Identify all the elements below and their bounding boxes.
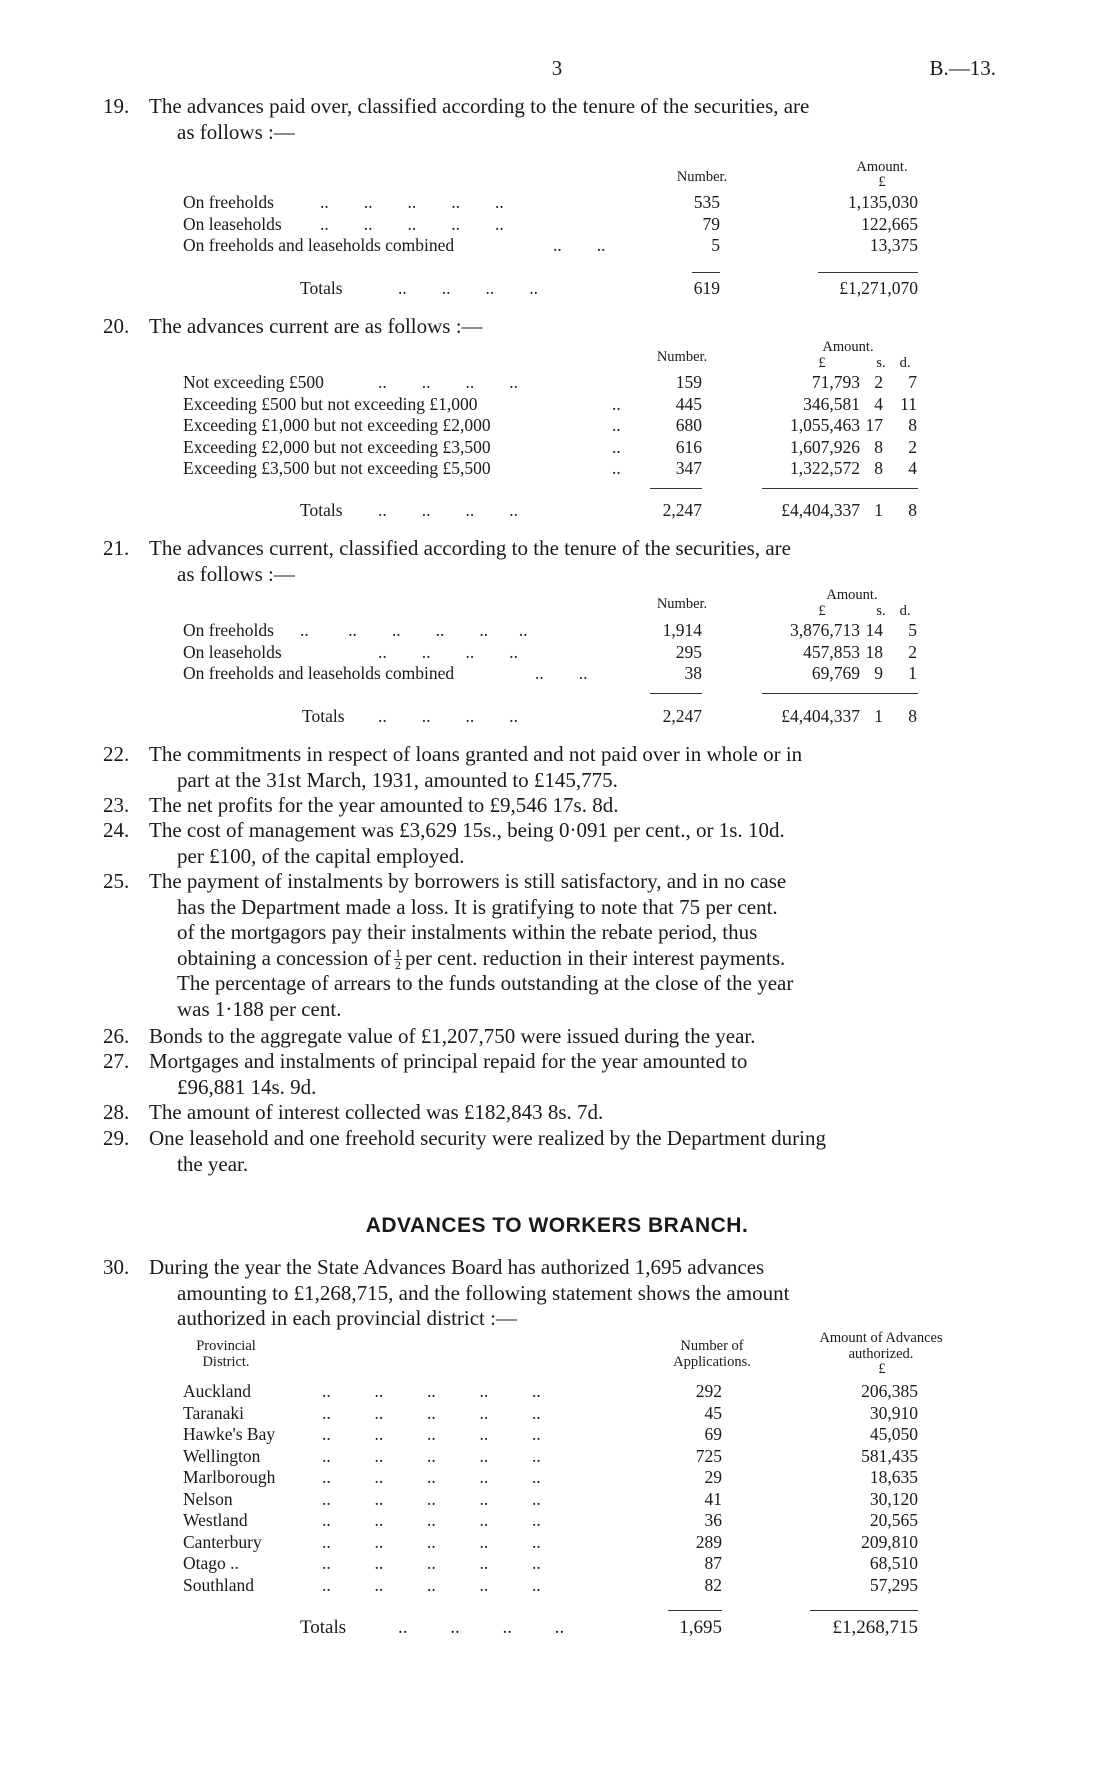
paragraph-text: The percentage of arrears to the funds outstanding at the close of the year (177, 971, 794, 996)
column-header-amount: authorized. (848, 1346, 914, 1362)
paragraph-number: 26. (103, 1024, 130, 1048)
totals-row: Totals .. .. .. .. 1,695 £1,268,715 (300, 1617, 918, 1638)
table-row: On leaseholds .. .. .. .. 295 457,853 18 2 (183, 641, 917, 662)
row-amount: 71,793 (811, 372, 860, 392)
district-name: Westland (183, 1510, 248, 1530)
row-shillings: 2 (874, 372, 883, 392)
district-applications: 725 (695, 1445, 722, 1466)
district-amount: 45,050 (869, 1424, 918, 1444)
totals-number: 2,247 (662, 706, 702, 726)
row-number: 295 (675, 641, 702, 662)
row-amount: 122,665 (861, 213, 918, 234)
district-name: Auckland (183, 1381, 252, 1401)
paragraph-text: as follows :— (177, 119, 295, 144)
row-shillings: 8 (874, 458, 883, 478)
paragraph-20 (103, 314, 998, 340)
paragraph-19 (103, 94, 998, 145)
paragraph-30 (103, 1255, 998, 1332)
district-amount: 581,435 (861, 1445, 918, 1466)
rule (692, 272, 720, 273)
totals-row: Totals .. .. .. .. 2,247 £4,404,337 1 8 (302, 706, 917, 726)
paragraph-number: 20. (103, 314, 130, 338)
district-applications: 292 (695, 1381, 722, 1401)
column-header-number: Number. (656, 349, 708, 365)
paragraph-text: The advances paid over, classified according to the tenure of the securities, are (149, 94, 810, 118)
column-header-applications: Applications. (673, 1354, 751, 1370)
paragraph-29 (103, 1126, 998, 1177)
rule (650, 488, 702, 489)
column-header-number: Number. (676, 169, 728, 185)
row-pence: 11 (900, 393, 917, 414)
paragraph-text: part at the 31st March, 1931, amounted to £145,775. (177, 767, 618, 792)
row-label: On freeholds and leaseholds combined (183, 235, 455, 255)
district-name: Taranaki (183, 1402, 244, 1423)
district-amount: 30,910 (869, 1402, 918, 1423)
totals-shillings: 1 (874, 500, 883, 520)
column-header-district: District. (202, 1354, 250, 1370)
column-header-unit: £ (878, 174, 886, 190)
paragraph-text: per £100, of the capital employed. (177, 843, 465, 868)
totals-shillings: 1 (874, 706, 883, 726)
row-shillings: 4 (874, 393, 883, 414)
table-row: Taranaki .. .. .. .. .. 45 30,910 (183, 1402, 918, 1423)
paragraph-number: 22. (103, 742, 130, 766)
row-label: Exceeding £2,000 but not exceeding £3,500 (183, 436, 491, 457)
district-applications: 69 (704, 1424, 722, 1444)
table-row: On freeholds and leaseholds combined .. .. 38 69,769 9 1 (183, 663, 917, 683)
district-amount: 30,120 (869, 1488, 918, 1509)
totals-amount: £1,268,715 (832, 1617, 918, 1638)
totals-row: Totals .. .. .. .. 619 £1,271,070 (300, 278, 918, 298)
table-row: Exceeding £1,000 but not exceeding £2,000 .. 680 1,055,463 17 8 (183, 415, 917, 435)
row-amount: 1,135,030 (848, 192, 918, 212)
district-name: Otago .. (183, 1553, 239, 1573)
row-number: 79 (702, 213, 720, 234)
district-applications: 41 (704, 1488, 722, 1509)
table-row: Otago .. .. .. .. .. .. 87 68,510 (183, 1553, 918, 1573)
table-row: Exceeding £2,000 but not exceeding £3,500 .. 616 1,607,926 8 2 (183, 436, 917, 457)
row-amount: 346,581 (803, 393, 860, 414)
table-current-advances (0, 372, 1114, 480)
paragraph-27 (103, 1049, 998, 1100)
table-row: Hawke's Bay .. .. .. .. .. 69 45,050 (183, 1424, 918, 1444)
table-row: Canterbury .. .. .. .. .. 289 209,810 (183, 1531, 918, 1552)
column-header-applications: Number of (680, 1338, 744, 1354)
row-label: On freeholds and leaseholds combined (183, 663, 455, 683)
section-heading: ADVANCES TO WORKERS BRANCH. (365, 1214, 749, 1237)
table-totals (0, 706, 1114, 728)
row-number: 5 (711, 235, 720, 255)
unit-pence: d. (899, 355, 911, 371)
totals-row: Totals .. .. .. .. 2,247 £4,404,337 1 8 (300, 500, 917, 520)
paragraph-25 (103, 869, 998, 1022)
totals-label: Totals (300, 278, 343, 298)
row-number: 616 (675, 436, 702, 457)
row-label: Exceeding £3,500 but not exceeding £5,500 (183, 458, 491, 478)
paragraph-text: authorized in each provincial district :— (177, 1306, 517, 1330)
row-label: On leaseholds (183, 641, 282, 662)
paragraph-text: Bonds to the aggregate value of £1,207,750 were issued during the year. (149, 1024, 756, 1048)
paragraph-21 (103, 536, 998, 587)
row-number: 1,914 (662, 620, 702, 640)
district-amount: 20,565 (869, 1510, 918, 1530)
table-advances-by-tenure (0, 192, 1114, 257)
totals-label: Totals (300, 500, 343, 520)
row-pence: 8 (908, 415, 917, 435)
page-number: 3 (551, 56, 563, 80)
paragraph-text: The advances current, classified according to the tenure of the securities, are (149, 536, 791, 560)
paragraph-text: £96,881 14s. 9d. (177, 1074, 317, 1099)
unit-pound: £ (878, 1361, 886, 1377)
row-pence: 1 (908, 663, 917, 683)
rule (762, 488, 918, 489)
district-amount: 209,810 (861, 1531, 918, 1552)
district-amount: 68,510 (869, 1553, 918, 1573)
paragraph-text: of the mortgagors pay their instalments within the rebate period, thus (177, 920, 758, 944)
table-row: Nelson .. .. .. .. .. 41 30,120 (183, 1488, 918, 1509)
paragraph-text: The cost of management was £3,629 15s., being 0·091 per cent., or 1s. 10d. (149, 818, 785, 842)
row-number: 535 (693, 192, 720, 212)
fraction-half (394, 948, 402, 971)
table-row: On freeholds .. .. .. .. .. .. 1,914 3,876,713 14 5 (183, 620, 917, 640)
column-header-number: Number. (656, 596, 708, 612)
totals-amount: £4,404,337 (781, 706, 860, 726)
paragraph-number: 24. (103, 818, 130, 842)
totals-pence: 8 (908, 500, 917, 520)
text-fragment: obtaining a concession of (177, 945, 392, 970)
totals-amount: £4,404,337 (781, 500, 860, 520)
district-name: Southland (183, 1574, 254, 1595)
row-amount: 1,055,463 (790, 415, 860, 435)
district-applications: 82 (704, 1574, 722, 1595)
district-amount: 18,635 (869, 1467, 918, 1487)
row-amount: 457,853 (803, 641, 860, 662)
paragraph-number: 29. (103, 1126, 130, 1150)
paragraph-text-with-fraction (149, 946, 998, 972)
paragraph-22 (103, 742, 998, 793)
row-label: On freeholds (183, 620, 274, 640)
rule (818, 272, 918, 273)
paragraph-text: During the year the State Advances Board has authorized 1,695 advances (149, 1255, 765, 1279)
district-applications: 289 (695, 1531, 722, 1552)
district-applications: 29 (704, 1467, 722, 1487)
paragraph-text: was 1·188 per cent. (177, 996, 342, 1021)
column-header-amount: Amount of Advances (819, 1330, 943, 1346)
fraction-denominator: 2 (395, 958, 402, 973)
district-name: Marlborough (183, 1467, 276, 1487)
row-amount: 13,375 (869, 235, 918, 255)
row-label: On leaseholds (183, 213, 282, 234)
district-name: Canterbury (183, 1531, 262, 1552)
totals-applications: 1,695 (679, 1617, 722, 1638)
text-fragment: per cent. reduction in their interest payments. (405, 945, 786, 970)
paragraph-text: The advances current are as follows :— (149, 314, 483, 338)
row-number: 347 (675, 458, 702, 478)
district-name: Hawke's Bay (183, 1424, 276, 1444)
table-row: On freeholds .. .. .. .. .. 535 1,135,030 (183, 192, 918, 212)
row-shillings: 9 (874, 663, 883, 683)
district-amount: 206,385 (861, 1381, 918, 1401)
rule (762, 693, 918, 694)
table-current-by-tenure (0, 620, 1114, 685)
row-amount: 1,607,926 (790, 436, 860, 457)
paragraph-text: has the Department made a loss. It is gratifying to note that 75 per cent. (177, 894, 778, 919)
district-applications: 36 (704, 1510, 722, 1530)
row-number: 445 (675, 393, 702, 414)
table-row: On freeholds and leaseholds combined .. .. 5 13,375 (183, 235, 918, 255)
paragraph-28 (103, 1100, 998, 1126)
paragraph-text: amounting to £1,268,715, and the following statement shows the amount (177, 1280, 790, 1305)
table-totals (0, 1617, 1114, 1639)
unit-shillings: s. (876, 355, 886, 371)
paragraph-24 (103, 818, 998, 869)
table-totals (0, 278, 1114, 300)
column-header-amount: Amount. (822, 339, 874, 355)
totals-label: Totals (302, 706, 345, 726)
row-shillings: 17 (865, 415, 883, 435)
table-row: On leaseholds .. .. .. .. .. 79 122,665 (183, 213, 918, 234)
district-name: Wellington (183, 1445, 261, 1466)
rule (810, 1610, 918, 1611)
totals-pence: 8 (908, 706, 917, 726)
paragraph-23 (103, 793, 998, 819)
row-amount: 1,322,572 (790, 458, 860, 478)
paragraph-text: the year. (177, 1151, 249, 1176)
row-shillings: 14 (865, 620, 883, 640)
paragraph-number: 25. (103, 869, 130, 893)
row-pence: 2 (908, 641, 917, 662)
row-number: 680 (675, 415, 702, 435)
table-row: Exceeding £3,500 but not exceeding £5,500 .. 347 1,322,572 8 4 (183, 458, 917, 478)
paragraph-number: 23. (103, 793, 130, 817)
table-row: Wellington .. .. .. .. .. 725 581,435 (183, 1445, 918, 1466)
table-row: Southland .. .. .. .. .. 82 57,295 (183, 1574, 918, 1595)
column-header-district: Provincial (196, 1338, 256, 1354)
row-amount: 3,876,713 (790, 620, 860, 640)
row-pence: 2 (908, 436, 917, 457)
district-amount: 57,295 (869, 1574, 918, 1595)
fraction-numerator: 1 (395, 946, 402, 961)
paragraph-26 (103, 1024, 998, 1050)
rule (650, 693, 702, 694)
row-label: Not exceeding £500 (183, 372, 324, 392)
district-name: Nelson (183, 1488, 233, 1509)
unit-pence: d. (899, 603, 911, 619)
unit-shillings: s. (876, 603, 886, 619)
row-pence: 5 (908, 620, 917, 640)
totals-number: 2,247 (662, 500, 702, 520)
column-header-amount: Amount. (856, 159, 908, 175)
table-row: Not exceeding £500 .. .. .. .. 159 71,793 2 7 (183, 372, 917, 392)
paragraph-text: The net profits for the year amounted to £9,546 17s. 8d. (149, 793, 619, 817)
paragraph-number: 19. (103, 94, 130, 118)
unit-pound: £ (818, 603, 826, 619)
district-applications: 45 (704, 1402, 722, 1423)
table-totals (0, 500, 1114, 522)
rule (668, 1610, 722, 1611)
paragraph-number: 27. (103, 1049, 130, 1073)
table-row: Marlborough .. .. .. .. .. 29 18,635 (183, 1467, 918, 1487)
totals-label: Totals (300, 1617, 347, 1638)
paragraph-text: The amount of interest collected was £182,843 8s. 7d. (149, 1100, 604, 1124)
row-label: Exceeding £1,000 but not exceeding £2,000 (183, 415, 491, 435)
paragraph-text: as follows :— (177, 561, 295, 586)
paragraph-text: The payment of instalments by borrowers is still satisfactory, and in no case (149, 869, 787, 893)
row-amount: 69,769 (811, 663, 860, 683)
row-pence: 4 (908, 458, 917, 478)
row-label: Exceeding £500 but not exceeding £1,000 (183, 393, 478, 414)
document-reference: B.—13. (929, 56, 996, 80)
paragraph-text: Mortgages and instalments of principal repaid for the year amounted to (149, 1049, 748, 1073)
row-pence: 7 (908, 372, 917, 392)
table-row: Exceeding £500 but not exceeding £1,000 .. 445 346,581 4 11 (183, 393, 917, 414)
table-provincial-districts (0, 1381, 1114, 1596)
paragraph-text: The commitments in respect of loans granted and not paid over in whole or in (149, 742, 803, 766)
row-label: On freeholds (183, 192, 274, 212)
row-number: 159 (675, 372, 702, 392)
paragraph-number: 30. (103, 1255, 130, 1279)
district-applications: 87 (704, 1553, 722, 1573)
totals-amount: £1,271,070 (839, 278, 918, 298)
row-shillings: 8 (874, 436, 883, 457)
row-shillings: 18 (865, 641, 883, 662)
table-row: Auckland .. .. .. .. .. 292 206,385 (183, 1381, 918, 1401)
column-header-amount: Amount. (826, 587, 878, 603)
table-row: Westland .. .. .. .. .. 36 20,565 (183, 1510, 918, 1530)
row-number: 38 (684, 663, 702, 683)
unit-pound: £ (818, 355, 826, 371)
paragraph-number: 21. (103, 536, 130, 560)
paragraph-number: 28. (103, 1100, 130, 1124)
totals-number: 619 (693, 278, 720, 298)
paragraph-text: One leasehold and one freehold security were realized by the Department during (149, 1126, 826, 1150)
